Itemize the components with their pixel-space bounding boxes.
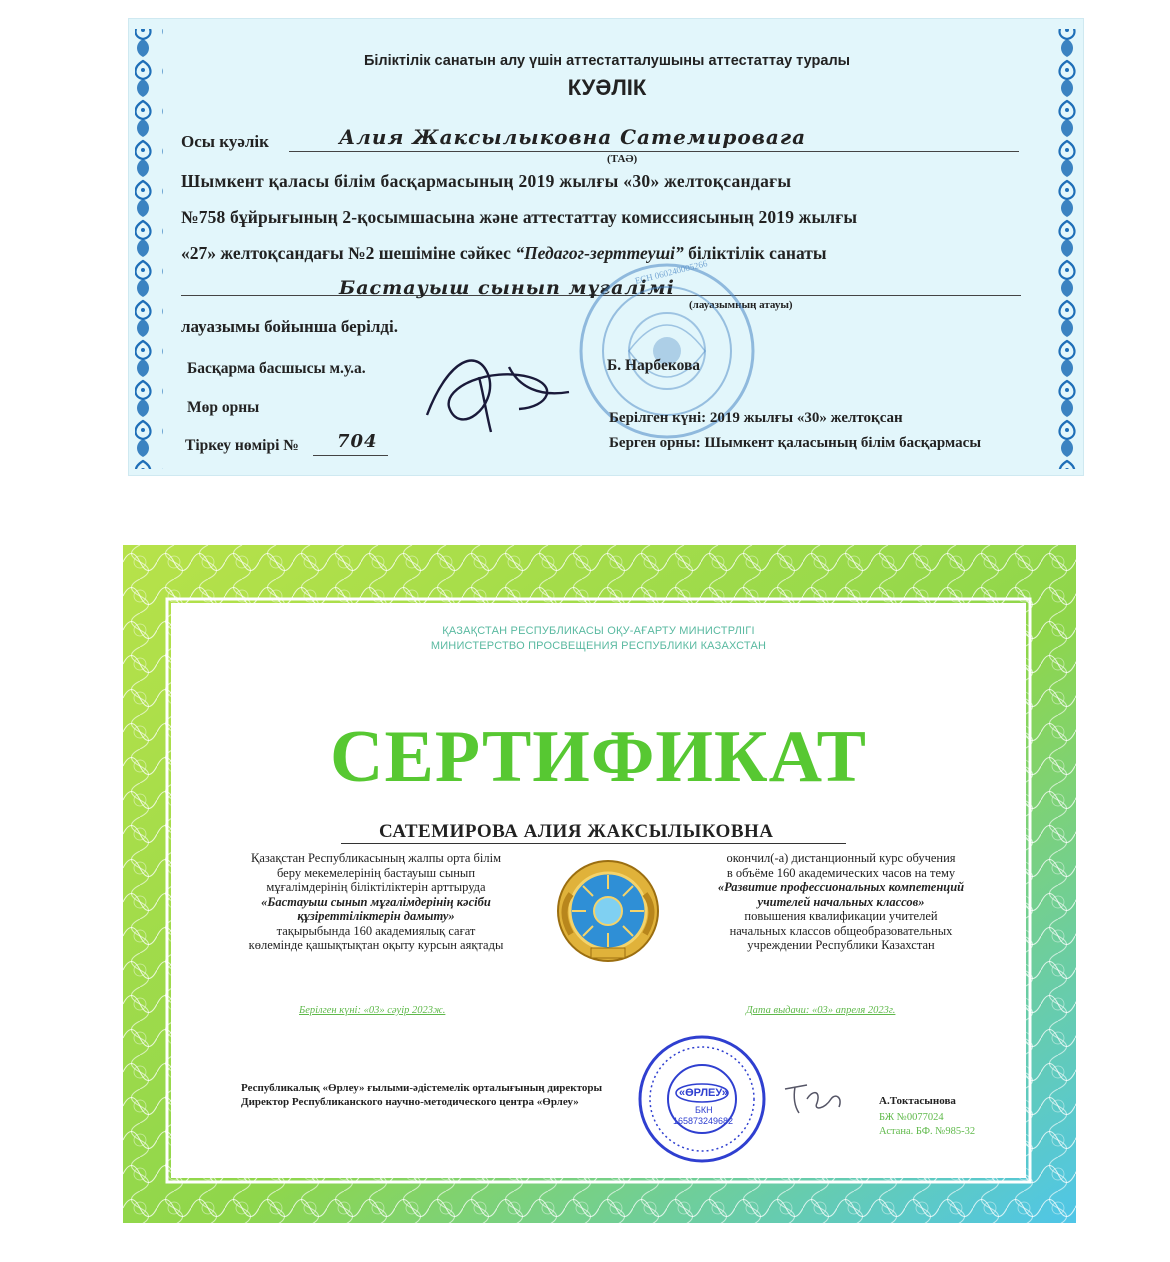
issue-date-ru: Дата выдачи: «03» апреля 2023г. (746, 1005, 896, 1016)
given-by-position: лауазымы бойынша берілді. (181, 317, 399, 336)
kz-line-1: Қазақстан Республикасының жалпы орта білім (250, 851, 502, 865)
kz-line-7: көлемінде қашықтықтан оқыту курсын аяқтады (248, 938, 504, 952)
kz-line-2: беру мекемелерінің бастауыш сынып (276, 865, 476, 880)
orleu-stamp (636, 1033, 768, 1165)
position-caption: (лауазымның атауы) (689, 299, 793, 311)
stamp-center-text: «ӨРЛЕУ» (679, 1087, 728, 1099)
attestation-certificate (128, 18, 1084, 476)
kz-line-4: «Бастауыш сынып мұғалімдерінің кәсіби (261, 894, 491, 909)
ru-description (671, 851, 1011, 953)
certificate-body (171, 603, 1026, 1178)
holder-caption: (ТАӘ) (607, 153, 638, 165)
ministry-kz: ҚАЗАҚСТАН РЕСПУБЛИКАСЫ ОҚУ-АҒАРТУ МИНИСТРЛІГІ (442, 625, 755, 637)
doc-title: КУӘЛІК (567, 75, 647, 100)
certificate-title: СЕРТИФИКАТ (330, 716, 867, 798)
ru-line-2: в объёме 160 академических часов на тему (726, 865, 956, 880)
holder-name: Алия Жаксылыковна Сатемировага (339, 125, 807, 149)
head-label: Басқарма басшысы м.у.а. (187, 360, 366, 377)
ministry-ru: МИНИСТЕРСТВО ПРОСВЕЩЕНИЯ РЕСПУБЛИКИ КАЗАХСТАН (430, 640, 767, 652)
recipient-name: САТЕМИРОВА АЛИЯ ЖАКСЫЛЫКОВНА (379, 821, 774, 842)
body-line-2: №758 бұйрығының 2-қосымшасына және аттестаттау комиссиясының 2019 жылғы (181, 207, 858, 227)
head-name: Б. Нарбекова (607, 357, 701, 374)
kz-line-3: мұғалімдерінің біліктіліктерін арттыруда (266, 880, 486, 894)
director-title (241, 1081, 602, 1109)
registration-label: Тіркеу нөмірі № (185, 437, 299, 454)
registration-2: Астана. БФ. №985-32 (879, 1126, 976, 1137)
category-name: “Педагог-зерттеуші” (515, 243, 684, 263)
registration-line (313, 455, 388, 456)
name-underline (341, 843, 846, 844)
issue-date-kz: Берілген күні: «03» сәуір 2023ж. (299, 1005, 446, 1016)
director-kz: Республикалық «Өрлеу» ғылыми-әдістемелік орталығының директоры (241, 1082, 603, 1094)
ru-line-5: повышения квалификации учителей (744, 909, 938, 923)
state-emblem (553, 856, 663, 966)
seal-text: ЕСН 060240005266 (633, 258, 709, 286)
stamp-bin: 165873249682 (673, 1116, 734, 1126)
ru-line-7: учреждении Республики Казахстан (747, 938, 935, 952)
ru-line-6: начальных классов общеобразовательных (729, 923, 953, 938)
issue-date: Берілген күні: 2019 жылғы «30» желтоқсан (609, 410, 903, 426)
doc-header: Біліктілік санатын алу үшін аттестатталушыны аттестаттау туралы (363, 53, 851, 69)
issued-to-label: Осы куәлік (181, 132, 269, 151)
kz-line-5: құзіреттіліктерін дамыту» (297, 909, 455, 923)
registration-number: 704 (337, 431, 378, 452)
ru-line-1: окончил(-а) дистанционный курс обучения (726, 851, 956, 865)
course-certificate (123, 545, 1076, 1223)
handwritten-signature (419, 337, 579, 447)
body-line-3-prefix: «27» желтоқсандағы №2 шешіміне сәйкес (181, 243, 511, 263)
director-ru: Директор Республиканского научно-методического центра «Өрлеу» (241, 1096, 579, 1108)
signer-name: А.Токтасынова (879, 1095, 956, 1107)
director-signature (781, 1079, 851, 1119)
body-line-1: Шымкент қаласы білім басқармасының 2019 жылғы «30» желтоқсандағы (181, 171, 792, 191)
seal-place: Мөр орны (187, 399, 260, 416)
name-line (289, 151, 1019, 152)
body-line-3-suffix: біліктілік санаты (688, 243, 827, 263)
ru-line-4: учителей начальных классов» (757, 894, 925, 909)
stamp-bin-label: БКН (695, 1105, 713, 1115)
position-name: Бастауыш сынып мұғалімі (339, 277, 675, 299)
kz-line-6: тақырыбында 160 академиялық сағат (276, 923, 476, 938)
issue-place: Берген орны: Шымкент қаласының білім басқармасы (609, 435, 982, 451)
ru-line-3: «Развитие профессиональных компетенций (717, 880, 965, 894)
registration-1: БЖ №0077024 (879, 1112, 944, 1123)
kz-description (211, 851, 541, 953)
